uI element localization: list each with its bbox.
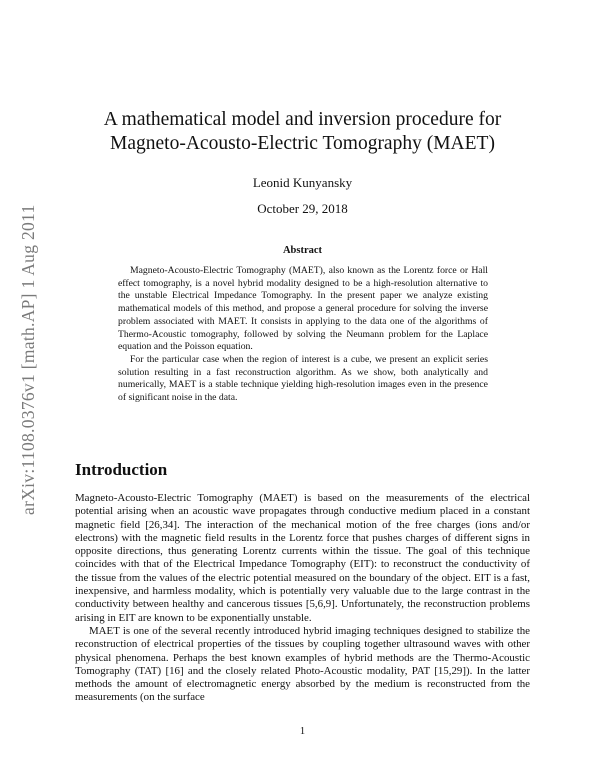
page-number: 1 <box>299 726 306 737</box>
date: October 29, 2018 <box>257 201 348 216</box>
paper-title <box>75 108 530 156</box>
body-paragraph: MAET is one of the several recently introduced hybrid imaging techniques designed to stabilize the reconstruction of electrical properties of the tissues by coupling together ultrasound waves with other physical phenomena. Perhaps the best known examples of hybrid methods are the Thermo-Acoustic Tomography (TAT) [16] and the closely related Photo-Acoustic modality, PAT [15,29]). In the latter methods the amount of electromagnetic energy absorbed by the medium is reconstructed from the measurements (on the surface <box>75 624 530 704</box>
abstract <box>118 265 488 405</box>
title-line-1: A mathematical model and inversion procedure for <box>103 109 502 130</box>
arxiv-stamp: arXiv:1108.0376v1 [math.AP] 1 Aug 2011 <box>18 204 38 516</box>
abstract-paragraph: Magneto-Acousto-Electric Tomography (MAET), also known as the Lorentz force or Hall effect tomography, is a novel hybrid modality designed to be a high-resolution alternative to the unstable Electrical Impedance Tomography. In the present paper we analyze existing mathematical models of this method, and propose a general procedure for solving the inverse problem associated with MAET. It consists in applying to the data one of the algorithms of Thermo-Acoustic tomography, followed by solving the Neumann problem for the Laplace equation and the Poisson equation. <box>118 265 488 353</box>
title-line-2: Magneto-Acousto-Electric Tomography (MAET) <box>110 133 495 154</box>
section-title-introduction: Introduction <box>75 460 168 479</box>
body-text <box>75 492 530 705</box>
body-paragraph: Magneto-Acousto-Electric Tomography (MAET) is based on the measurements of the electrical potential arising when an acoustic wave propagates through conductive medium placed in a constant magnetic field [26,34]. The interaction of the mechanical motion of the free charges (ions and/or electrons) with the magnetic field results in the Lorentz force that pushes charges of different signs in opposite directions, thus generating Lorentz currents within the tissue. The goal of this technique coincides with that of the Electrical Impedance Tomography (EIT): to reconstruct the conductivity of the tissue from the values of the electric potential measured on the boundary of the object. EIT is a fast, inexpensive, and harmless modality, which is potentially very valuable due to the large contrast in the conductivity between healthy and cancerous tissues [5,6,9]. Unfortunately, the reconstruction problems arising in EIT are known to be exponentially unstable. <box>75 492 530 624</box>
abstract-paragraph: For the particular case when the region of interest is a cube, we present an explicit series solution resulting in a fast reconstruction algorithm. As we show, both analytically and numerically, MAET is a stable technique yielding high-resolution images even in the presence of significant noise in the data. <box>118 353 488 404</box>
author: Leonid Kunyansky <box>252 175 353 190</box>
abstract-heading: Abstract <box>282 245 323 256</box>
